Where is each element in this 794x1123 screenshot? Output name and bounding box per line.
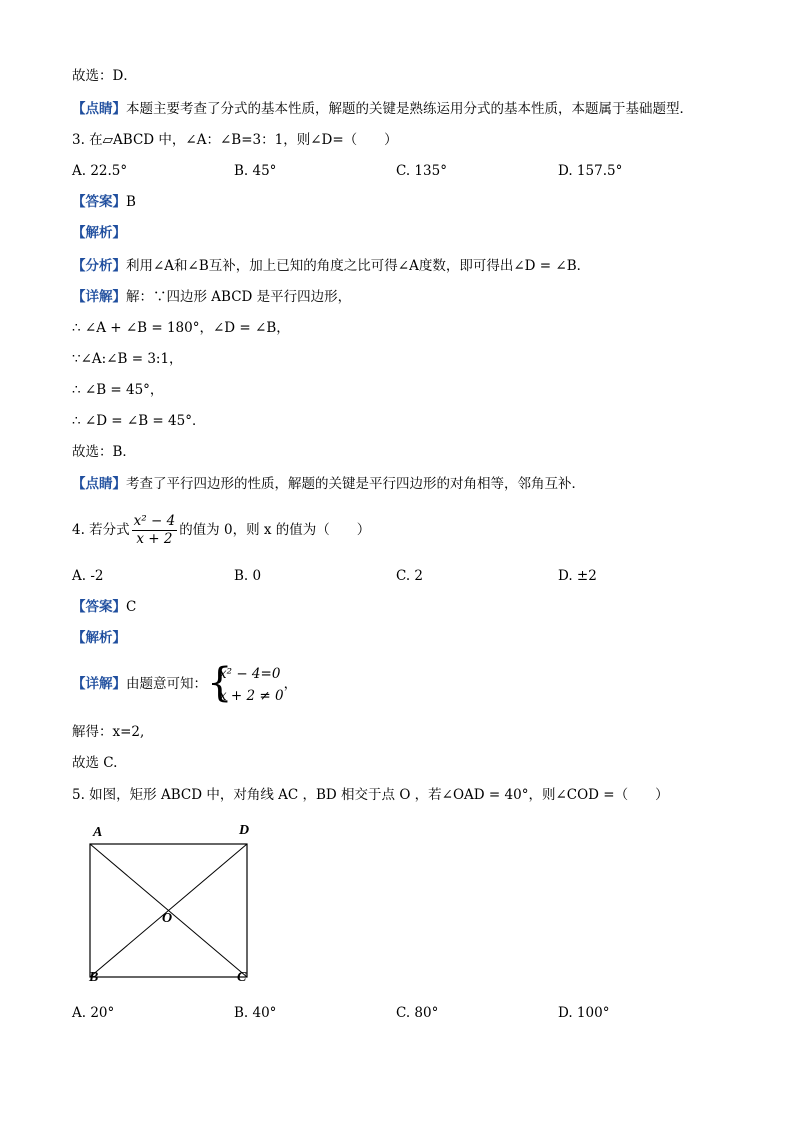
q5-stem: 5. 如图，矩形 ABCD 中，对角线 AC ，BD 相交于点 O ，若∠OAD = 40°，则∠COD =（ ） <box>72 787 669 803</box>
q4-option-b: B. 0 <box>234 568 262 584</box>
remark-text: 本题主要考查了分式的基本性质，解题的关键是熟练运用分式的基本性质，本题属于基础题型． <box>126 101 693 117</box>
q3-fenxi <box>72 256 590 276</box>
prev-conclusion: 故选：D． <box>72 68 137 84</box>
fraction-denominator: x + 2 <box>136 531 173 547</box>
prev-remark <box>72 99 693 119</box>
q3-option-d: D. 157.5° <box>558 163 623 179</box>
system-row-2: x + 2 ≠ 0 <box>219 687 284 704</box>
q3-detail <box>72 287 351 307</box>
q3-step-3: ∴ ∠B = 45°， <box>72 382 164 398</box>
answer-value: B <box>126 194 136 210</box>
q5-option-c: C. 80° <box>396 1005 439 1021</box>
q4-answer <box>72 597 136 617</box>
q4-detail <box>72 659 298 707</box>
q4-stem-prefix: 4. 若分式 <box>72 522 130 538</box>
rectangle-figure <box>80 818 280 988</box>
q3-step-4: ∴ ∠D = ∠B = 45°． <box>72 413 206 429</box>
answer-tag: 【答案】 <box>72 599 126 615</box>
answer-value: C <box>126 599 137 615</box>
q5-option-d: D. 100° <box>558 1005 610 1021</box>
q5-option-b: B. 40° <box>234 1005 277 1021</box>
q4-analysis-tag: 【解析】 <box>72 630 126 646</box>
remark-text: 考查了平行四边形的性质，解题的关键是平行四边形的对角相等，邻角互补． <box>126 476 585 492</box>
label-c: C <box>237 970 247 985</box>
q4-equation-system <box>207 659 284 707</box>
label-o: O <box>162 911 173 926</box>
fenxi-tag: 【分析】 <box>72 258 126 274</box>
detail-text: 解：∵四边形 ABCD 是平行四边形， <box>126 289 352 305</box>
label-b: B <box>89 970 99 985</box>
q4-conclusion: 故选 C. <box>72 755 118 771</box>
q3-option-b: B. 45° <box>234 163 277 179</box>
q4-stem-suffix: 的值为 0，则 x 的值为（ ） <box>179 522 371 538</box>
system-comma: ， <box>283 676 298 692</box>
detail-text: 由题意可知： <box>126 676 207 692</box>
remark-tag: 【点睛】 <box>72 101 126 117</box>
q5-option-a: A. 20° <box>72 1005 115 1021</box>
q3-answer <box>72 192 136 212</box>
q3-step-1: ∴ ∠A + ∠B = 180°，∠D = ∠B， <box>72 320 290 336</box>
q4-options <box>0 566 794 586</box>
q3-step-2: ∵∠A:∠B = 3:1， <box>72 351 183 367</box>
q4-option-a: A. -2 <box>72 568 104 584</box>
detail-tag: 【详解】 <box>72 289 126 305</box>
q4-fraction <box>132 513 178 548</box>
q3-stem: 3. 在▱ABCD 中，∠A：∠B=3：1，则∠D=（ ） <box>72 132 398 148</box>
remark-tag: 【点睛】 <box>72 476 126 492</box>
q3-analysis-tag: 【解析】 <box>72 225 126 241</box>
system-row-1: x² − 4=0 <box>219 665 281 682</box>
fraction-numerator: x² − 4 <box>133 513 176 529</box>
brace-glyph: { <box>207 659 233 706</box>
q4-stem <box>72 512 370 548</box>
fenxi-text: 利用∠A和∠B互补，加上已知的角度之比可得∠A度数，即可得出∠D = ∠B． <box>126 258 591 274</box>
q5-options <box>0 1003 794 1023</box>
answer-tag: 【答案】 <box>72 194 126 210</box>
q3-option-a: A. 22.5° <box>72 163 128 179</box>
q3-options <box>0 161 794 181</box>
q3-option-c: C. 135° <box>396 163 447 179</box>
q4-option-c: C. 2 <box>396 568 424 584</box>
q4-solve: 解得：x=2, <box>72 724 145 740</box>
q3-remark <box>72 474 585 494</box>
label-a: A <box>93 825 103 840</box>
label-d: D <box>239 823 250 838</box>
q4-option-d: D. ±2 <box>558 568 597 584</box>
q3-conclusion: 故选：B． <box>72 444 136 460</box>
detail-tag: 【详解】 <box>72 676 126 692</box>
